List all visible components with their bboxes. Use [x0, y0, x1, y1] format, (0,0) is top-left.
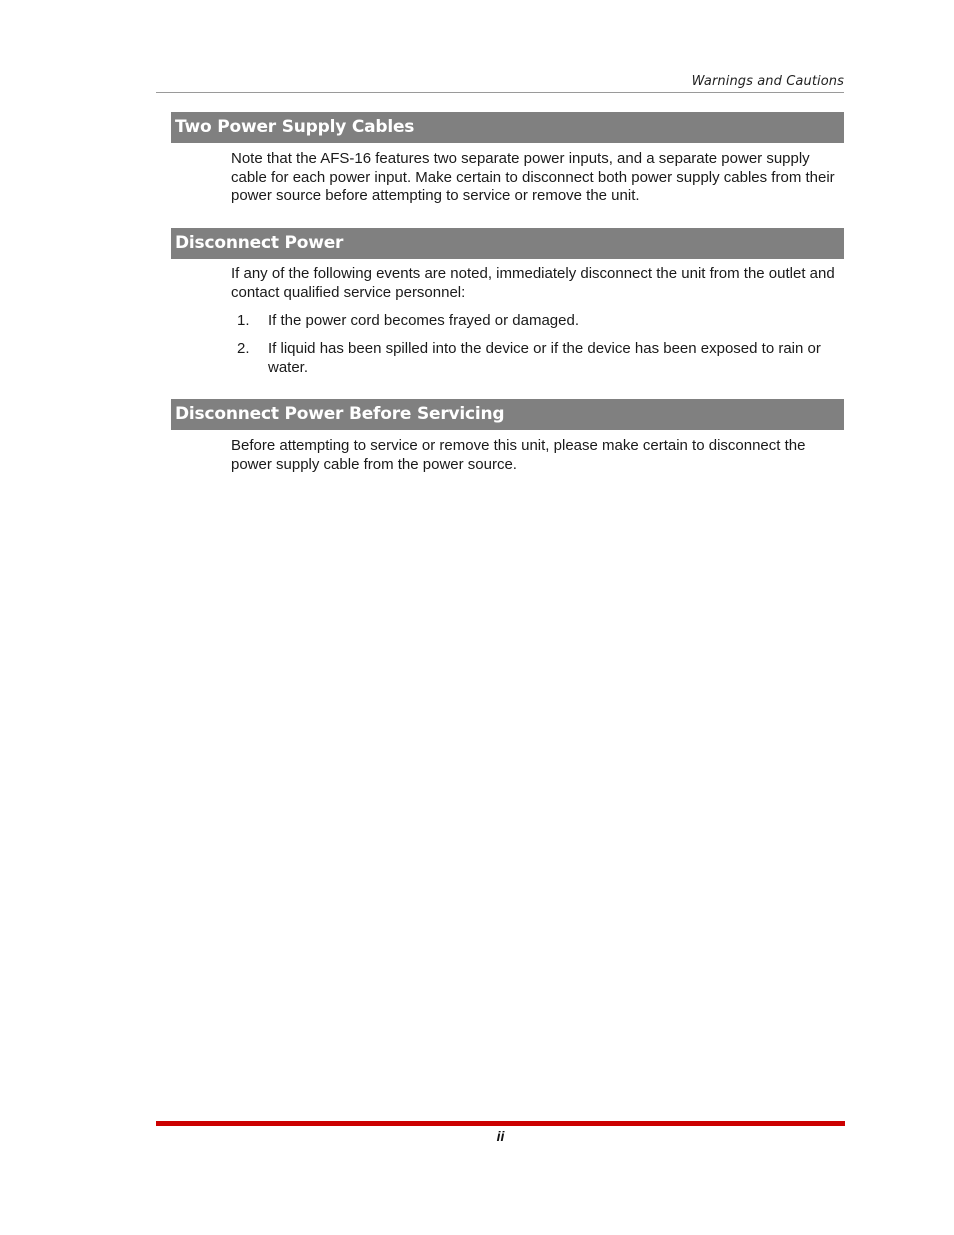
list-item-number: 1.	[237, 312, 250, 329]
section-paragraph: Before attempting to service or remove this unit, please make certain to disconnect the power supply cable from the power source.	[231, 437, 806, 473]
list-item-text: If liquid has been spilled into the device or if the device has been exposed to rain or water.	[268, 340, 821, 376]
section-heading-two-power-supply-cables	[171, 112, 844, 143]
list-item-text: If the power cord becomes frayed or damaged.	[268, 312, 580, 329]
section-title: Two Power Supply Cables	[175, 117, 415, 137]
section-title: Disconnect Power Before Servicing	[175, 404, 505, 424]
page-number: ii	[496, 1128, 505, 1144]
running-header	[156, 73, 844, 93]
section-paragraph: If any of the following events are noted, immediately disconnect the unit from the outlet and contact qualified service personnel:	[231, 265, 835, 301]
section-title: Disconnect Power	[175, 233, 344, 253]
section-heading-disconnect-power	[171, 228, 844, 259]
footer-rule	[156, 1121, 845, 1126]
running-header-title: Warnings and Cautions	[691, 74, 844, 89]
section-heading-disconnect-power-before-servicing	[171, 399, 844, 430]
list-item-number: 2.	[237, 340, 250, 357]
section-paragraph: Note that the AFS-16 features two separate power inputs, and a separate power supply cable for each power input. Make certain to disconnect both power supply cables from their power source before attempting to service or remove the unit.	[231, 150, 835, 204]
